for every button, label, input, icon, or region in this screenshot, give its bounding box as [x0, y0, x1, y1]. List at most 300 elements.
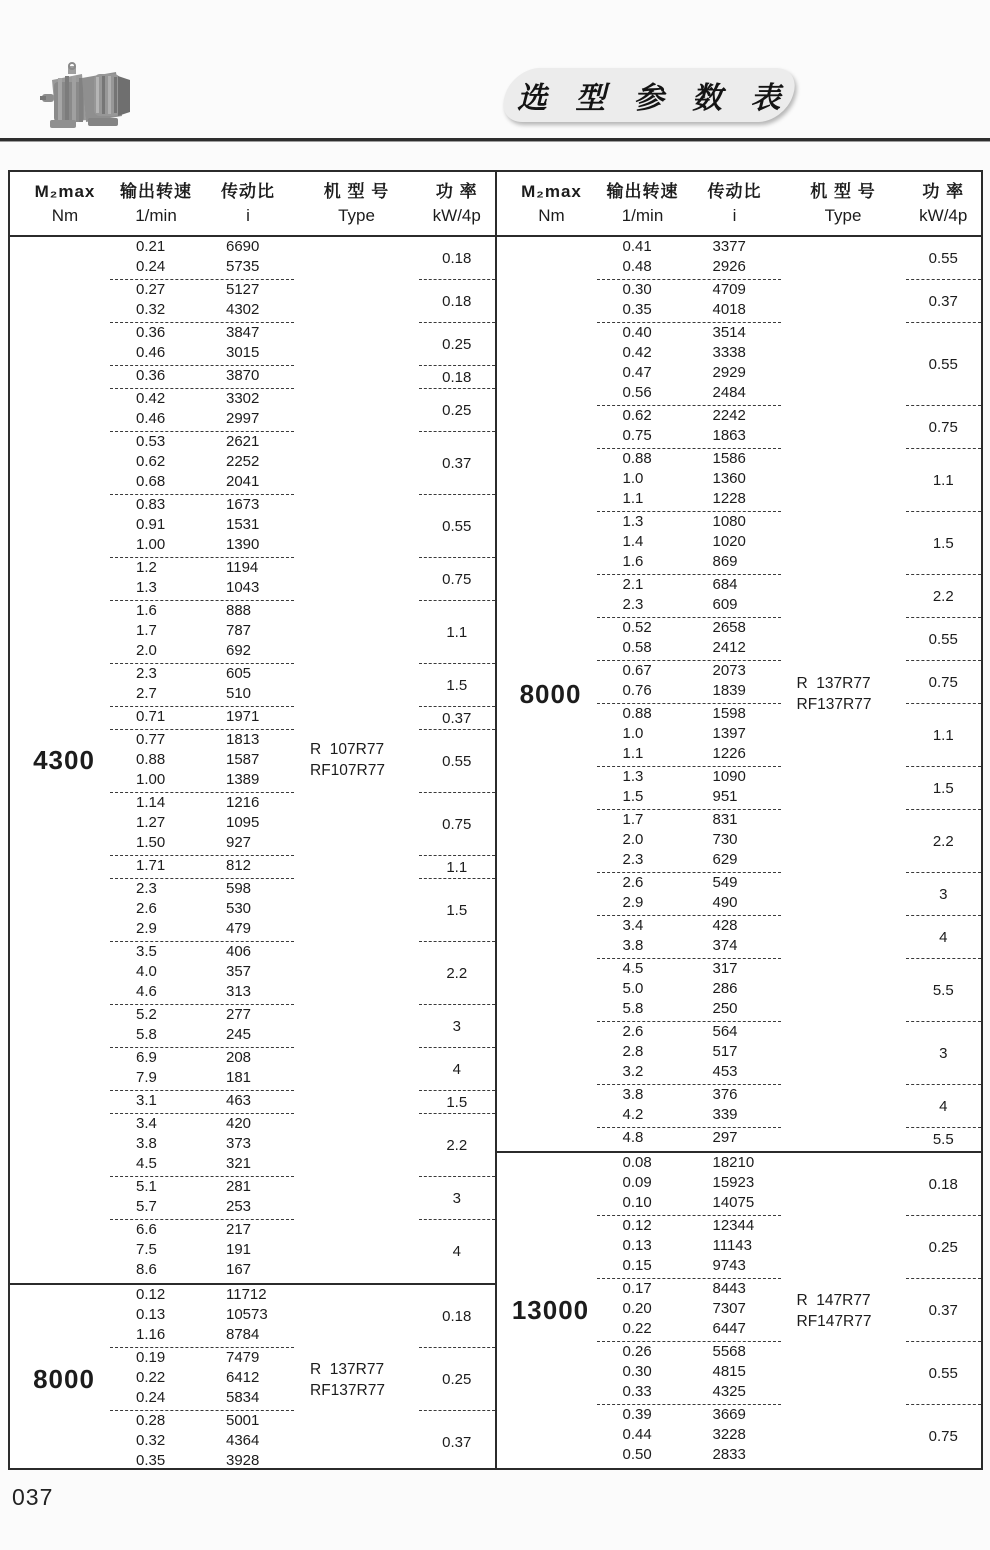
- ratio-value: 6412: [226, 1369, 260, 1386]
- data-row: [110, 1198, 294, 1218]
- ratio-value: 357: [226, 963, 252, 980]
- speed-value: 1.3: [136, 579, 157, 596]
- speed-value: 3.5: [136, 943, 157, 960]
- header-divider: [0, 138, 990, 142]
- ratio-value: 18210: [712, 1154, 755, 1171]
- ratio-value: 3928: [226, 1452, 260, 1469]
- power-cell: [906, 1342, 982, 1405]
- power-cell: [419, 389, 495, 432]
- data-row: [110, 496, 294, 516]
- ratio-value: 11143: [712, 1237, 752, 1254]
- data-row: [597, 1000, 781, 1020]
- column-header-unit: 1/min: [135, 205, 177, 225]
- speed-value: 1.7: [136, 622, 157, 639]
- row-group: [597, 323, 781, 406]
- speed-value: 3.8: [136, 1135, 157, 1152]
- speed-value: 0.26: [622, 1343, 652, 1360]
- type-value: R 147R77: [796, 1291, 871, 1309]
- speed-value: 2.6: [622, 874, 644, 891]
- column-header-unit: Nm: [51, 205, 79, 225]
- power-value: 0.18: [442, 1307, 472, 1325]
- power-cell: [906, 1128, 982, 1151]
- data-row: [597, 281, 781, 301]
- data-row: [110, 1115, 294, 1135]
- ratio-value: 321: [226, 1155, 252, 1172]
- ratio-value: 9743: [712, 1257, 746, 1274]
- column-header-row: [497, 172, 982, 237]
- data-row: [597, 1194, 781, 1214]
- data-row: [597, 1043, 781, 1063]
- ratio-value: 8784: [226, 1326, 260, 1343]
- data-row: [597, 513, 781, 533]
- ratio-value: 6447: [712, 1320, 746, 1337]
- ratio-value: 609: [712, 596, 738, 613]
- column-header-unit: i: [732, 205, 737, 225]
- power-cell: [906, 959, 982, 1022]
- ratio-value: 1839: [712, 682, 746, 699]
- speed-value: 2.3: [136, 880, 157, 897]
- power-cell: [906, 575, 982, 618]
- ratio-value: 3228: [712, 1426, 746, 1443]
- data-row: [110, 1026, 294, 1046]
- ratio-value: 927: [226, 834, 252, 851]
- type-value: RF137R77: [796, 696, 872, 713]
- row-group: [110, 1348, 294, 1411]
- data-row: [110, 238, 294, 258]
- ratio-value: 951: [712, 788, 738, 805]
- row-group: [597, 237, 781, 280]
- speed-value: 0.40: [622, 324, 652, 341]
- data-row: [597, 1129, 781, 1149]
- ratio-value: 517: [712, 1043, 738, 1060]
- speed-value: 2.3: [622, 851, 644, 868]
- row-group: [110, 1220, 294, 1283]
- power-column: [419, 237, 495, 1283]
- row-group: [110, 1411, 294, 1470]
- ratio-value: 2073: [712, 662, 746, 679]
- speed-value: 0.62: [136, 453, 166, 470]
- ratio-value: 167: [226, 1261, 252, 1278]
- ratio-value: 453: [712, 1063, 738, 1080]
- power-value: 4: [452, 1060, 461, 1078]
- table-half: [495, 172, 982, 1468]
- speed-value: 1.0: [622, 725, 644, 742]
- ratio-value: 1863: [712, 427, 746, 444]
- power-cell: [906, 810, 982, 873]
- data-row: [597, 682, 781, 702]
- ratio-value: 14075: [712, 1194, 755, 1211]
- speed-value: 0.71: [136, 708, 166, 725]
- column-header-title: 机 型 号: [810, 181, 876, 201]
- speed-value: 8.6: [136, 1261, 157, 1278]
- ratio-value: 4325: [712, 1383, 746, 1400]
- ratio-value: 3870: [226, 367, 260, 384]
- speed-value: 0.91: [136, 516, 166, 533]
- power-cell: [906, 661, 982, 704]
- power-value: 0.55: [442, 752, 472, 770]
- data-row: [110, 900, 294, 920]
- speed-value: 0.35: [136, 1452, 166, 1469]
- type-value: RF107R77: [310, 762, 385, 779]
- data-row: [110, 685, 294, 705]
- data-row: [597, 831, 781, 851]
- ratio-value: 549: [712, 874, 738, 891]
- data-row: [110, 794, 294, 814]
- data-row: [597, 324, 781, 344]
- power-value: 3: [452, 1017, 461, 1035]
- column-header: [497, 180, 597, 228]
- data-row: [597, 1300, 781, 1320]
- data-row: [597, 619, 781, 639]
- speed-value: 0.32: [136, 301, 166, 318]
- ratio-value: 217: [226, 1221, 252, 1238]
- speed-value: 2.7: [136, 685, 157, 702]
- power-cell: [906, 280, 982, 323]
- row-group: [110, 1285, 294, 1348]
- ratio-value: 510: [226, 685, 252, 702]
- power-cell: [906, 449, 982, 512]
- speed-value: 0.27: [136, 281, 166, 298]
- data-row: [110, 1349, 294, 1369]
- speed-value: 1.27: [136, 814, 166, 831]
- column-header-title: M₂max: [34, 181, 96, 201]
- row-group: [110, 1005, 294, 1048]
- power-value: 0.75: [928, 1428, 958, 1445]
- row-group: [110, 1091, 294, 1114]
- speed-value: 0.88: [622, 450, 652, 467]
- power-value: 1.1: [932, 726, 954, 744]
- speed-value: 2.3: [136, 665, 157, 682]
- data-row: [597, 1383, 781, 1403]
- power-cell: [419, 942, 495, 1005]
- speed-value: 0.46: [136, 410, 166, 427]
- column-header: [906, 180, 982, 228]
- row-group: [110, 558, 294, 601]
- speed-value: 3.8: [622, 1086, 644, 1103]
- power-cell: [419, 1177, 495, 1220]
- table-half: [10, 172, 495, 1468]
- speed-value: 0.24: [136, 258, 166, 275]
- power-cell: [419, 1220, 495, 1283]
- ratio-value: 1043: [226, 579, 260, 596]
- ratio-value: 3338: [712, 344, 746, 361]
- speed-value: 0.21: [136, 238, 166, 255]
- ratio-value: 1971: [226, 708, 260, 725]
- type-cell: [781, 1153, 906, 1468]
- power-value: 0.25: [442, 1370, 472, 1388]
- power-cell: [419, 1114, 495, 1177]
- power-cell: [419, 1285, 495, 1348]
- speed-value: 0.42: [622, 344, 652, 361]
- ratio-value: 1586: [712, 450, 746, 467]
- data-row: [597, 639, 781, 659]
- row-group: [110, 1177, 294, 1220]
- speed-value: 0.41: [622, 238, 652, 255]
- speed-value: 1.3: [622, 513, 644, 530]
- ratio-value: 5568: [712, 1343, 746, 1360]
- data-row: [597, 533, 781, 553]
- data-row: [110, 834, 294, 854]
- m2max-cell: [10, 237, 110, 1283]
- column-header-title: 输出转速: [606, 181, 679, 201]
- type-value: R 107R77: [310, 741, 385, 758]
- ratio-value: 831: [712, 811, 738, 828]
- speed-value: 0.13: [622, 1237, 652, 1254]
- m2max-value: 4300: [33, 744, 95, 775]
- ratio-value: 313: [226, 983, 252, 1000]
- power-cell: [419, 366, 495, 389]
- speed-value: 0.53: [136, 433, 166, 450]
- ratio-value: 420: [226, 1115, 252, 1132]
- power-value: 0.37: [442, 454, 472, 472]
- data-row: [110, 367, 294, 387]
- ratio-value: 1226: [712, 745, 746, 762]
- power-cell: [906, 767, 982, 810]
- ratio-value: 1095: [226, 814, 260, 831]
- ratio-value: 286: [712, 980, 738, 997]
- power-cell: [419, 1091, 495, 1114]
- row-group: [110, 1114, 294, 1177]
- data-row: [597, 788, 781, 808]
- ratio-value: 2833: [712, 1446, 746, 1463]
- speed-ratio-column: [110, 1285, 294, 1470]
- power-column: [906, 237, 982, 1151]
- speed-value: 1.6: [136, 602, 157, 619]
- data-row: [110, 1369, 294, 1389]
- power-value: 3: [939, 885, 948, 903]
- speed-value: 1.3: [622, 768, 644, 785]
- row-group: [597, 661, 781, 704]
- ratio-value: 373: [226, 1135, 252, 1152]
- row-group: [110, 366, 294, 389]
- ratio-value: 1194: [226, 559, 259, 576]
- data-row: [597, 768, 781, 788]
- ratio-value: 1598: [712, 705, 746, 722]
- data-row: [110, 258, 294, 278]
- data-row: [110, 1326, 294, 1346]
- data-row: [110, 1452, 294, 1470]
- power-value: 0.75: [442, 570, 472, 588]
- row-group: [597, 1153, 781, 1216]
- speed-value: 0.76: [622, 682, 652, 699]
- data-row: [597, 1280, 781, 1300]
- speed-value: 2.9: [136, 920, 157, 937]
- type-cell: [781, 237, 906, 1151]
- ratio-value: 888: [226, 602, 252, 619]
- data-row: [110, 751, 294, 771]
- data-row: [110, 390, 294, 410]
- data-row: [597, 1237, 781, 1257]
- ratio-value: 564: [712, 1023, 738, 1040]
- speed-value: 0.77: [136, 731, 166, 748]
- column-header: [202, 180, 294, 228]
- speed-value: 0.75: [622, 427, 652, 444]
- speed-ratio-column: [597, 237, 781, 1151]
- power-value: 1.5: [446, 676, 468, 694]
- speed-value: 1.71: [136, 857, 166, 874]
- speed-value: 2.0: [622, 831, 644, 848]
- row-group: [597, 406, 781, 449]
- ratio-value: 2926: [712, 258, 746, 275]
- m2max-cell: [497, 1153, 597, 1468]
- speed-value: 4.2: [622, 1106, 644, 1123]
- power-value: 4: [452, 1243, 461, 1260]
- power-cell: [906, 1216, 982, 1279]
- data-row: [110, 1389, 294, 1409]
- row-group: [597, 1128, 781, 1151]
- type-cell: [294, 1285, 419, 1470]
- data-row: [597, 874, 781, 894]
- speed-value: 1.00: [136, 536, 166, 553]
- speed-value: 0.47: [622, 364, 652, 381]
- speed-value: 0.52: [622, 619, 652, 636]
- power-cell: [906, 1405, 982, 1468]
- speed-value: 5.0: [622, 980, 644, 997]
- speed-value: 2.1: [622, 576, 644, 593]
- data-row: [110, 1135, 294, 1155]
- speed-value: 7.5: [136, 1241, 157, 1258]
- data-row: [597, 1023, 781, 1043]
- data-row: [110, 1432, 294, 1452]
- power-cell: [419, 707, 495, 730]
- ratio-value: 2242: [712, 407, 746, 424]
- speed-value: 1.5: [622, 788, 644, 805]
- data-row: [597, 1106, 781, 1126]
- ratio-value: 3302: [226, 390, 260, 407]
- ratio-value: 787: [226, 622, 252, 639]
- power-value: 1.1: [446, 858, 468, 876]
- row-group: [110, 389, 294, 432]
- ratio-value: 2252: [226, 453, 260, 470]
- data-row: [110, 536, 294, 556]
- type-value: R 137R77: [796, 675, 871, 692]
- speed-value: 0.67: [622, 662, 652, 679]
- speed-value: 0.48: [622, 258, 652, 275]
- row-group: [597, 1342, 781, 1405]
- speed-value: 0.30: [622, 1363, 652, 1380]
- speed-value: 6.6: [136, 1221, 157, 1238]
- speed-value: 0.12: [136, 1286, 166, 1303]
- ratio-value: 208: [226, 1049, 252, 1066]
- speed-value: 1.50: [136, 834, 166, 851]
- ratio-value: 1673: [226, 496, 260, 513]
- power-cell: [906, 1279, 982, 1342]
- row-group: [597, 704, 781, 767]
- speed-value: 5.8: [136, 1026, 157, 1043]
- data-row: [110, 665, 294, 685]
- speed-value: 1.1: [622, 490, 644, 507]
- data-row: [597, 1446, 781, 1466]
- page-number: 037: [12, 1484, 54, 1510]
- data-row: [110, 920, 294, 940]
- data-row: [110, 731, 294, 751]
- data-row: [597, 1217, 781, 1237]
- ratio-value: 7307: [712, 1300, 746, 1317]
- ratio-value: 479: [226, 920, 252, 937]
- data-row: [110, 622, 294, 642]
- speed-value: 3.8: [622, 937, 644, 954]
- power-value: 0.18: [442, 292, 472, 310]
- m2max-cell: [10, 1285, 110, 1470]
- ratio-value: 250: [712, 1000, 738, 1017]
- data-row: [110, 410, 294, 430]
- data-row: [597, 811, 781, 831]
- ratio-value: 6690: [226, 238, 260, 255]
- data-row: [597, 1257, 781, 1277]
- power-cell: [419, 664, 495, 707]
- power-cell: [419, 1411, 495, 1470]
- speed-value: 3.1: [136, 1092, 157, 1109]
- data-row: [110, 559, 294, 579]
- ratio-value: 1228: [712, 490, 746, 507]
- speed-value: 1.6: [622, 553, 644, 570]
- gear-motor-image: [38, 60, 148, 140]
- speed-ratio-column: [110, 237, 294, 1283]
- data-row: [110, 453, 294, 473]
- ratio-value: 1216: [226, 794, 260, 811]
- data-row: [110, 983, 294, 1003]
- ratio-value: 605: [226, 665, 252, 682]
- m2max-value: 13000: [511, 1295, 590, 1325]
- speed-value: 0.50: [622, 1446, 652, 1463]
- speed-value: 0.83: [136, 496, 166, 513]
- ratio-value: 428: [712, 917, 738, 934]
- speed-value: 2.9: [622, 894, 644, 911]
- row-group: [597, 618, 781, 661]
- speed-value: 3.2: [622, 1063, 644, 1080]
- speed-value: 4.0: [136, 963, 157, 980]
- data-row: [110, 1241, 294, 1261]
- power-cell: [419, 1048, 495, 1091]
- power-value: 1.5: [932, 534, 954, 552]
- speed-value: 0.36: [136, 367, 166, 384]
- ratio-value: 1080: [712, 513, 746, 530]
- ratio-value: 869: [712, 553, 738, 570]
- power-cell: [419, 432, 495, 495]
- power-cell: [419, 558, 495, 601]
- row-group: [110, 730, 294, 793]
- power-value: 0.55: [442, 517, 472, 535]
- data-row: [597, 705, 781, 725]
- ratio-value: 5735: [226, 258, 260, 275]
- ratio-value: 376: [712, 1086, 738, 1103]
- ratio-value: 3669: [712, 1406, 746, 1423]
- column-header: [781, 180, 906, 228]
- power-value: 0.55: [928, 355, 958, 373]
- power-cell: [906, 704, 982, 767]
- speed-value: 0.46: [136, 344, 166, 361]
- column-header-unit: kW/4p: [919, 205, 968, 225]
- data-row: [597, 1086, 781, 1106]
- power-value: 5.5: [932, 981, 954, 999]
- ratio-value: 5834: [226, 1389, 260, 1406]
- speed-value: 0.35: [622, 301, 652, 318]
- ratio-value: 15923: [712, 1174, 755, 1191]
- power-value: 0.37: [442, 709, 472, 727]
- ratio-value: 12344: [712, 1217, 755, 1234]
- speed-value: 0.56: [622, 384, 652, 401]
- power-value: 3: [452, 1189, 461, 1207]
- data-row: [597, 576, 781, 596]
- speed-value: 1.7: [622, 811, 644, 828]
- ratio-value: 4815: [712, 1363, 746, 1380]
- page-title-badge: [496, 68, 802, 122]
- speed-value: 5.2: [136, 1006, 157, 1023]
- row-group: [597, 512, 781, 575]
- data-row: [597, 238, 781, 258]
- data-row: [110, 708, 294, 728]
- column-header-unit: kW/4p: [432, 205, 481, 225]
